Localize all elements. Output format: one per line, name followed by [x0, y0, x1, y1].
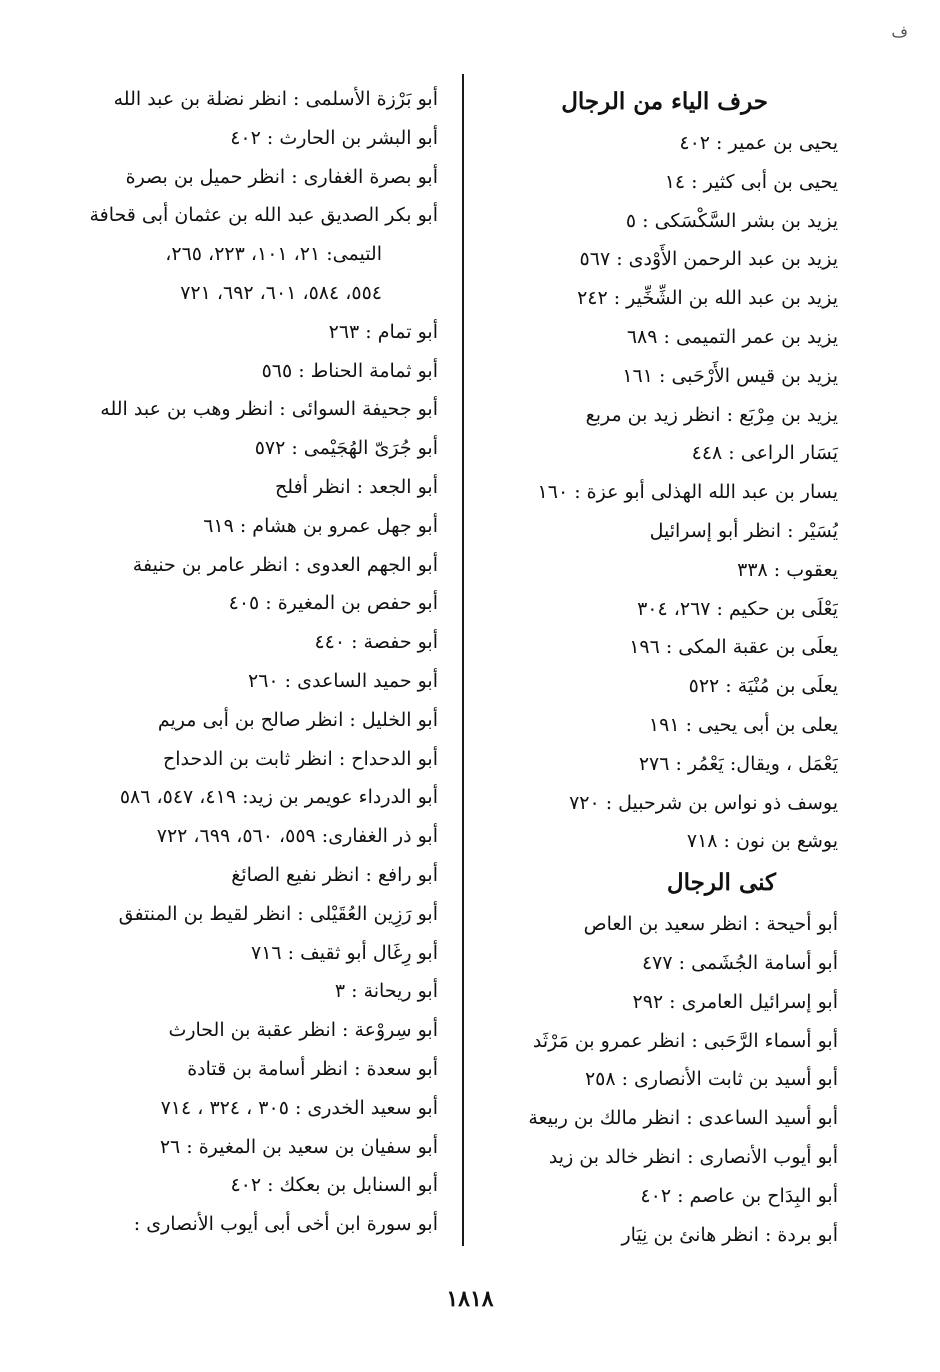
entries-kuna-continued — [88, 80, 438, 1244]
section-heading-ya: حرف الياء من الرجال — [561, 88, 768, 115]
index-entry: أبو رِغَال أبو ثقيف : ٧١٦ — [251, 941, 438, 964]
index-entry: أبو البِدَاح بن عاصم : ٤٠٢ — [640, 1184, 838, 1207]
index-entry: أبو أحيحة : انظر سعيد بن العاص — [583, 913, 838, 936]
index-entry: أبو ذر الغفارى: ٥٥٩، ٥٦٠، ٦٩٩، ٧٢٢ — [156, 825, 438, 848]
left-column — [88, 80, 438, 1244]
index-entry: أبو بكر الصديق عبد الله بن عثمان أبى قحافة — [89, 204, 438, 227]
right-column — [498, 80, 838, 1254]
index-entry: يوشع بن نون : ٧١٨ — [686, 830, 838, 853]
corner-mark: ف — [891, 22, 908, 41]
index-entry: أبو جهل عمرو بن هشام : ٦١٩ — [203, 514, 438, 537]
index-entry: أبو جحيفة السوائى : انظر وهب بن عبد الله — [100, 398, 438, 421]
index-entry: أبو ثمامة الحناط : ٥٦٥ — [261, 359, 438, 382]
index-entry: أبو إسرائيل العامرى : ٢٩٢ — [632, 990, 838, 1013]
index-entry: أبو بَرْزة الأسلمى : انظر نضلة بن عبد الله — [113, 88, 438, 110]
index-entry: أبو سِروْعة : انظر عقبة بن الحارث — [168, 1019, 438, 1042]
index-entry: يزيد بن عبد الله بن الشِّخِّير : ٢٤٢ — [577, 287, 838, 310]
index-entry: يعلَى بن عقبة المكى : ١٩٦ — [629, 636, 838, 659]
index-entry: يزيد بن عبد الرحمن الأَوْدى : ٥٦٧ — [579, 248, 838, 271]
index-entry: يَسَار الراعى : ٤٤٨ — [691, 442, 838, 465]
index-entry: أبو سعيد الخدرى : ٣٠٥ ، ٣٢٤ ، ٧١٤ — [160, 1096, 438, 1119]
index-entry: أبو أسيد الساعدى : انظر مالك بن ربيعة — [528, 1107, 838, 1130]
index-entry: أبو أسامة الجُشَمى : ٤٧٧ — [641, 951, 838, 974]
index-entry: يزيد بن بشر السَّكْسَكى : ٥ — [625, 209, 838, 232]
index-entry: يعلى بن أبى يحيى : ١٩١ — [648, 713, 838, 736]
index-entry: أبو بردة : انظر هانئ بن نِيَار — [621, 1223, 838, 1246]
index-entry: التيمى: ٢١، ١٠١، ٢٢٣، ٢٦٥، — [165, 243, 382, 266]
index-entry: أبو حفص بن المغيرة : ٤٠٥ — [228, 592, 438, 615]
index-entry: يزيد بن مِرْبَع : انظر زيد بن مربع — [585, 403, 838, 426]
index-entry: يزيد بن قيس الأَرْحَبى : ١٦١ — [622, 364, 838, 387]
index-entry: أبو تمام : ٢٦٣ — [328, 320, 438, 343]
page-number: ١٨١٨ — [446, 1286, 494, 1312]
index-entry: أبو رافع : انظر نفيع الصائغ — [231, 863, 438, 886]
index-entry: يحيى بن أبى كثير : ١٤ — [664, 170, 838, 193]
index-entry: يعقوب : ٣٣٨ — [737, 558, 838, 581]
entries-ya — [498, 124, 838, 861]
index-entry: أبو السنابل بن بعكك : ٤٠٢ — [230, 1174, 438, 1197]
index-entry: أبو حميد الساعدى : ٢٦٠ — [248, 669, 438, 692]
index-entry: أبو سعدة : انظر أسامة بن قتادة — [187, 1057, 438, 1080]
index-entry: يَعْلَى بن حكيم : ٢٦٧، ٣٠٤ — [637, 597, 838, 620]
index-entry: يُسَيْر : انظر أبو إسرائيل — [649, 519, 838, 542]
index-entry: أبو بصرة الغفارى : انظر حميل بن بصرة — [125, 165, 438, 188]
index-entry: ٥٥٤، ٥٨٤، ٦٠١، ٦٩٢، ٧٢١ — [180, 281, 382, 304]
section-heading-kuna: كنى الرجال — [666, 869, 776, 897]
index-entry: يَعْمَل ، ويقال: يَعْمُر : ٢٧٦ — [638, 752, 838, 775]
index-entry: أبو الخليل : انظر صالح بن أبى مريم — [157, 708, 438, 731]
index-entry: أبو سفيان بن سعيد بن المغيرة : ٢٦ — [159, 1135, 438, 1158]
index-entry: أبو أسماء الرَّحَبى : انظر عمرو بن مَرْثَد — [532, 1029, 838, 1052]
entries-kuna — [498, 905, 838, 1254]
index-entry: أبو جُرَىّ الهُجَيْمى : ٥٧٢ — [254, 437, 438, 460]
index-entry: أبو أسيد بن ثابت الأنصارى : ٢٥٨ — [584, 1068, 838, 1091]
index-entry: أبو الدرداء عويمر بن زيد: ٤١٩، ٥٤٧، ٥٨٦ — [119, 786, 438, 809]
index-entry: يحيى بن عمير : ٤٠٢ — [679, 132, 838, 154]
index-entry: أبو الدحداح : انظر ثابت بن الدحداح — [162, 747, 438, 770]
index-entry: يوسف ذو نواس بن شرحبيل : ٧٢٠ — [569, 791, 838, 814]
index-entry: يعلَى بن مُنْيَة : ٥٢٢ — [688, 675, 838, 698]
index-entry: يسار بن عبد الله الهذلى أبو عزة : ١٦٠ — [537, 481, 838, 504]
index-entry: يزيد بن عمر التميمى : ٦٨٩ — [626, 325, 838, 348]
index-entry: أبو الجعد : انظر أفلح — [275, 475, 438, 498]
index-entry: أبو حفصة : ٤٤٠ — [314, 631, 438, 654]
index-entry: أبو سورة ابن أخى أبى أيوب الأنصارى : — [133, 1213, 438, 1236]
index-entry: أبو أيوب الأنصارى : انظر خالد بن زيد — [548, 1145, 838, 1168]
index-entry: أبو البشر بن الحارث : ٤٠٢ — [230, 126, 438, 149]
index-entry: أبو رَزِين العُقَيْلى : انظر لقيط بن المنتفق — [118, 902, 438, 925]
index-entry: أبو الجهم العدوى : انظر عامر بن حنيفة — [132, 553, 438, 576]
column-divider — [462, 74, 464, 1246]
index-entry: أبو ريحانة : ٣ — [334, 980, 438, 1003]
